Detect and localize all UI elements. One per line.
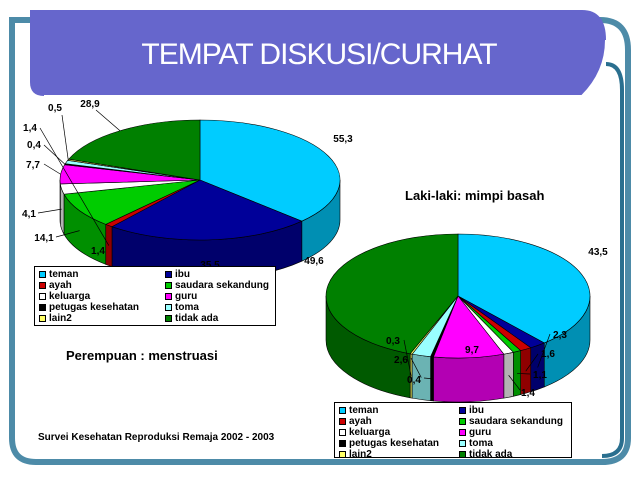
- data-label-toma: 1,4: [91, 246, 105, 257]
- data-label-ayah: 1,4: [23, 123, 37, 134]
- pie-side-guru: [433, 354, 503, 402]
- swatch-icon: [459, 418, 466, 425]
- swatch-icon: [39, 271, 46, 278]
- legend-label: petugas kesehatan: [349, 438, 440, 449]
- data-label-keluarga: 1,4: [521, 388, 535, 399]
- swatch-icon: [459, 407, 466, 414]
- data-label-teman: 43,5: [588, 247, 608, 258]
- swatch-icon: [165, 304, 172, 311]
- legend-label: ibu: [469, 405, 484, 416]
- swatch-icon: [339, 418, 346, 425]
- legend-label: saudara sekandung: [175, 280, 269, 291]
- swatch-icon: [339, 407, 346, 414]
- data-label-guru: 9,7: [465, 345, 479, 356]
- data-label-teman: 55,3: [333, 134, 353, 145]
- data-label-saudara-sekandung: 1,1: [533, 370, 547, 381]
- legend-label: teman: [349, 405, 379, 416]
- swatch-icon: [339, 429, 346, 436]
- pie-side-keluarga: [504, 352, 514, 398]
- swatch-icon: [165, 271, 172, 278]
- swatch-icon: [339, 440, 346, 447]
- swatch-icon: [165, 315, 172, 322]
- legend-perempuan: [34, 266, 276, 326]
- data-label-lain2: 0,3: [386, 336, 400, 347]
- data-label-petugas-kesehatan: 0,4: [407, 375, 421, 386]
- pie-chart-laki-laki: [304, 234, 608, 402]
- data-label-keluarga: 4,1: [22, 209, 36, 220]
- data-label-ibu: 2,3: [553, 330, 567, 341]
- legend-label: tidak ada: [469, 449, 513, 460]
- pie-side-ayah: [106, 224, 112, 266]
- swatch-icon: [459, 440, 466, 447]
- leader-line: [96, 110, 120, 131]
- data-label-tidak-ada: 28,9: [80, 99, 100, 110]
- legend-label: ayah: [49, 280, 72, 291]
- legend-label: toma: [469, 438, 493, 449]
- legend-label: petugas kesehatan: [49, 302, 140, 313]
- swatch-icon: [39, 304, 46, 311]
- leader-line: [62, 115, 68, 160]
- legend-label: lain2: [49, 313, 72, 324]
- data-label-toma: 2,6: [394, 355, 408, 366]
- data-label-ayah: 1,6: [541, 349, 555, 360]
- swatch-icon: [39, 282, 46, 289]
- legend-label: keluarga: [349, 427, 391, 438]
- swatch-icon: [339, 451, 346, 458]
- swatch-icon: [165, 282, 172, 289]
- swatch-icon: [459, 451, 466, 458]
- leader-line: [44, 164, 61, 174]
- data-label-saudara-sekandung: 14,1: [34, 233, 54, 244]
- caption-laki-laki: Laki-laki: mimpi basah: [405, 188, 545, 203]
- legend-label: guru: [469, 427, 492, 438]
- data-label-petugas-kesehatan: 0,4: [27, 140, 41, 151]
- legend-label: guru: [175, 291, 198, 302]
- legend-laki-laki: [334, 402, 572, 458]
- legend-label: toma: [175, 302, 199, 313]
- leader-line: [44, 145, 65, 164]
- frame-right-shadow: [602, 64, 622, 456]
- legend-label: ibu: [175, 269, 190, 280]
- data-label-tidak-ada: 49,6: [304, 256, 324, 267]
- legend-label: keluarga: [49, 291, 91, 302]
- data-label-guru: 7,7: [26, 160, 40, 171]
- leader-line: [38, 209, 62, 213]
- legend-label: teman: [49, 269, 79, 280]
- slide-title: TEMPAT DISKUSI/CURHAT: [141, 38, 497, 71]
- swatch-icon: [165, 293, 172, 300]
- data-label-lain2: 0,5: [48, 103, 62, 114]
- swatch-icon: [39, 315, 46, 322]
- legend-label: saudara sekandung: [469, 416, 563, 427]
- caption-perempuan: Perempuan : menstruasi: [66, 348, 218, 363]
- pie-chart-perempuan: [22, 99, 353, 280]
- source-note: Survei Kesehatan Reproduksi Remaja 2002 - 2003: [38, 432, 275, 443]
- swatch-icon: [39, 293, 46, 300]
- legend-label: lain2: [349, 449, 372, 460]
- legend-label: ayah: [349, 416, 372, 427]
- swatch-icon: [459, 429, 466, 436]
- legend-label: tidak ada: [175, 313, 219, 324]
